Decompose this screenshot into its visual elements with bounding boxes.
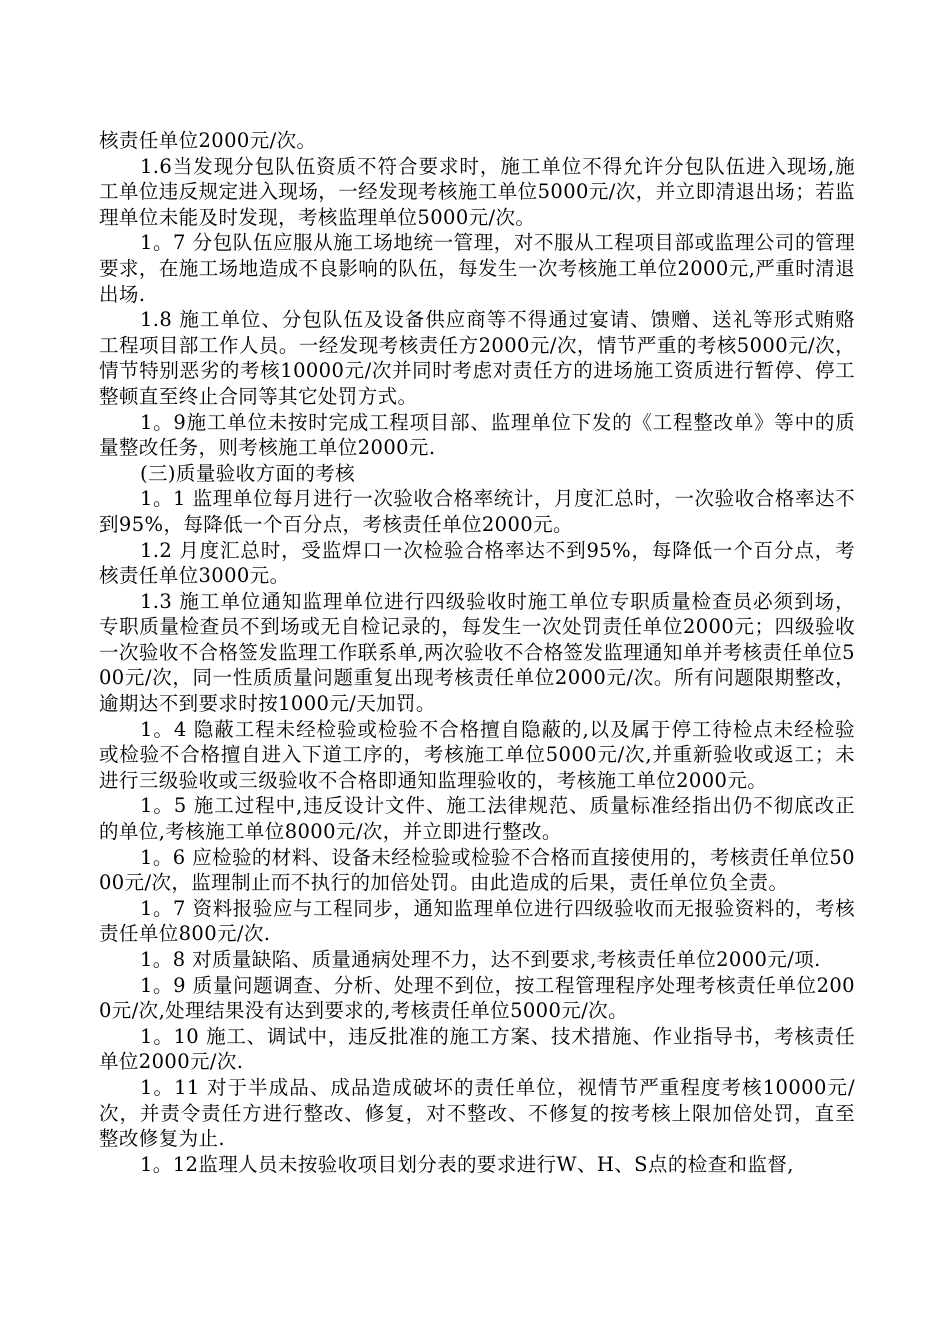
section-heading: (三)质量验收方面的考核 (140, 461, 356, 485)
paragraph-q1-10: 1。10 施工、调试中，违反批准的施工方案、技术措施、作业指导书，考核责任单位2000元/次. (99, 1024, 855, 1074)
paragraph-q1-4: 1。4 隐蔽工程未经检验或检验不合格擅自隐蔽的,以及属于停工待检点未经检验或检验不合格擅自进入下道工序的，考核施工单位5000元/次,并重新验收或返工；未进行三级验收或三级验收不合格即通知监理验收的，考核施工单位2000元。 (99, 717, 855, 792)
paragraph-q1-11: 1。11 对于半成品、成品造成破坏的责任单位，视情节严重程度考核10000元/次，并责令责任方进行整改、修复，对不整改、不修复的按考核上限加倍处罚，直至整改修复为止. (99, 1075, 855, 1151)
paragraph-q1-2: 1.2 月度汇总时，受监焊口一次检验合格率达不到95%，每降低一个百分点，考核责任单位3000元。 (99, 538, 855, 588)
paragraph-1-9: 1。9施工单位未按时完成工程项目部、监理单位下发的《工程整改单》等中的质量整改任务，则考核施工单位2000元. (99, 410, 855, 460)
paragraph-1-8: 1.8 施工单位、分包队伍及设备供应商等不得通过宴请、馈赠、送礼等形式贿赂工程项目部工作人员。一经发现考核责任方2000元/次，情节严重的考核5000元/次，情节特别恶劣的考核10000元/次并同时考虑对责任方的进场施工资质进行暂停、停工整顿直至终止合同等其它处罚方式。 (99, 308, 855, 408)
paragraph-1-6: 1.6当发现分包队伍资质不符合要求时，施工单位不得允许分包队伍进入现场,施工单位违反规定进入现场，一经发现考核施工单位5000元/次，并立即清退出场；若监理单位未能及时发现，考核监理单位5000元/次。 (99, 154, 855, 229)
paragraph-q1-6: 1。6 应检验的材料、设备未经检验或检验不合格而直接使用的，考核责任单位5000元/次，监理制止而不执行的加倍处罚。由此造成的后果，责任单位负全责。 (99, 845, 855, 895)
paragraph-q1-7: 1。7 资料报验应与工程同步，通知监理单位进行四级验收而无报验资料的，考核责任单位800元/次. (99, 896, 855, 946)
paragraph-q1-9: 1。9 质量问题调查、分析、处理不到位，按工程管理程序处理考核责任单位2000元/次,处理结果没有达到要求的,考核责任单位5000元/次。 (99, 973, 855, 1023)
paragraph-q1-5: 1。5 施工过程中,违反设计文件、施工法律规范、质量标准经指出仍不彻底改正的单位,考核施工单位8000元/次，并立即进行整改。 (99, 794, 855, 844)
paragraph-q1-12: 1。12监理人员未按验收项目划分表的要求进行W、H、S点的检查和监督, (140, 1152, 794, 1176)
document-page (99, 128, 855, 1177)
paragraph-continuation: 核责任单位2000元/次。 (99, 129, 317, 152)
paragraph-q1-1: 1。1 监理单位每月进行一次验收合格率统计，月度汇总时，一次验收合格率达不到95%，每降低一个百分点，考核责任单位2000元。 (99, 487, 855, 536)
paragraph-1-7: 1。7 分包队伍应服从施工场地统一管理，对不服从工程项目部或监理公司的管理要求，在施工场地造成不良影响的队伍，每发生一次考核施工单位2000元,严重时清退出场. (99, 231, 855, 306)
paragraph-q1-8: 1。8 对质量缺陷、质量通病处理不力，达不到要求,考核责任单位2000元/项. (140, 948, 821, 971)
paragraph-q1-3: 1.3 施工单位通知监理单位进行四级验收时施工单位专职质量检查员必须到场，专职质量检查员不到场或无自检记录的，每发生一次处罚责任单位2000元；四级验收一次验收不合格签发监理工作联系单,两次验收不合格签发监理通知单并考核责任单位500元/次，同一性质质量问题重复出现考核责任单位2000元/次。所有问题限期整改，逾期达不到要求时按1000元/天加罚。 (99, 589, 855, 716)
